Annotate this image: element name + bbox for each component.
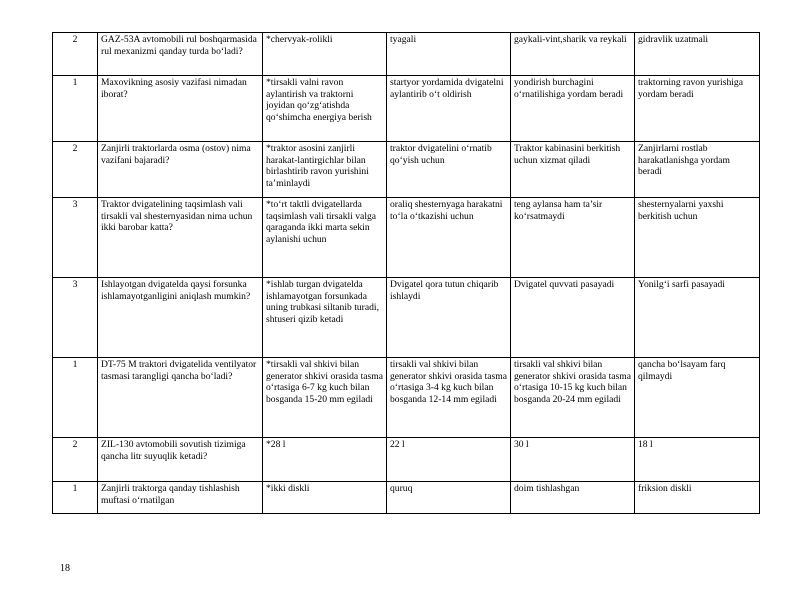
distractor-1: 22 l — [387, 438, 511, 482]
table-row — [53, 482, 760, 514]
question-text: Traktor dvigatelining taqsimlash vali tirsakli val shesternyasidan nima uchun ikki barobar katta? — [98, 198, 263, 278]
question-text: Zanjirli traktorga qanday tishlashish muftasi o‘rnatilgan — [98, 482, 263, 514]
correct-answer: *28 l — [263, 438, 387, 482]
distractor-1: startyor yordamida dvigatelni aylantirib o‘t oldirish — [387, 76, 511, 142]
difficulty-level: 2 — [53, 33, 98, 76]
distractor-2: Dvigatel quvvati pasayadi — [511, 278, 635, 358]
question-text: DT-75 M traktori dvigatelida ventilyator tasmasi tarangligi qancha bo‘ladi? — [98, 358, 263, 438]
question-text: Maxovikning asosiy vazifasi nimadan iborat? — [98, 76, 263, 142]
distractor-1: tyagali — [387, 33, 511, 76]
correct-answer: *traktor asosini zanjirli harakat-lantirgichlar bilan birlashtirib ravon yurishini ta’minlaydi — [263, 142, 387, 198]
difficulty-level: 3 — [53, 278, 98, 358]
question-text: Zanjirli traktorlarda osma (ostov) nima vazifani bajaradi? — [98, 142, 263, 198]
correct-answer: *tirsakli val shkivi bilan generator shkivi orasida tasma o‘rtasiga 6-7 kg kuch bilan bosganda 15-20 mm egiladi — [263, 358, 387, 438]
question-text: GAZ-53A avtomobili rul boshqarmasida rul mexanizmi qanday turda bo‘ladi? — [98, 33, 263, 76]
distractor-1: quruq — [387, 482, 511, 514]
table-row — [53, 438, 760, 482]
distractor-2: 30 l — [511, 438, 635, 482]
difficulty-level: 1 — [53, 358, 98, 438]
distractor-2: gaykali-vint,sharik va reykali — [511, 33, 635, 76]
distractor-3: Yonilg‘i sarfi pasayadi — [635, 278, 760, 358]
correct-answer: *ishlab turgan dvigatelda ishlamayotgan forsunkada uning trubkasi siltanib turadi, shtuseri qizib ketadi — [263, 278, 387, 358]
distractor-3: Zanjirlarni rostlab harakatlanishga yordam beradi — [635, 142, 760, 198]
table-row — [53, 76, 760, 142]
distractor-3: gidravlik uzatmali — [635, 33, 760, 76]
table-row — [53, 358, 760, 438]
distractor-3: friksion diskli — [635, 482, 760, 514]
difficulty-level: 2 — [53, 142, 98, 198]
correct-answer: *tirsakli valni ravon aylantirish va traktorni joyidan qo‘zg‘atishda qo‘shimcha energiya berish — [263, 76, 387, 142]
difficulty-level: 3 — [53, 198, 98, 278]
correct-answer: *to‘rt taktli dvigatellarda taqsimlash vali tirsakli valga qaraganda ikki marta sekin aylanishi uchun — [263, 198, 387, 278]
questions-table — [52, 32, 760, 514]
table-row — [53, 142, 760, 198]
difficulty-level: 1 — [53, 482, 98, 514]
question-text: ZIL-130 avtomobili sovutish tizimiga qancha litr suyuqlik ketadi? — [98, 438, 263, 482]
distractor-2: doim tishlashgan — [511, 482, 635, 514]
distractor-2: tirsakli val shkivi bilan generator shkivi orasida tasma o‘rtasiga 10-15 kg kuch bilan bosganda 20-24 mm egiladi — [511, 358, 635, 438]
distractor-3: shesternyalarni yaxshi berkitish uchun — [635, 198, 760, 278]
table-row — [53, 278, 760, 358]
distractor-2: Traktor kabinasini berkitish uchun xizmat qiladi — [511, 142, 635, 198]
correct-answer: *ikki diskli — [263, 482, 387, 514]
correct-answer: *chervyak-rolikli — [263, 33, 387, 76]
distractor-1: Dvigatel qora tutun chiqarib ishlaydi — [387, 278, 511, 358]
distractor-2: yondirish burchagini o‘rnatilishiga yordam beradi — [511, 76, 635, 142]
distractor-1: oraliq shesternyaga harakatni to‘la o‘tkazishi uchun — [387, 198, 511, 278]
difficulty-level: 1 — [53, 76, 98, 142]
distractor-3: qancha bo‘lsayam farq qilmaydi — [635, 358, 760, 438]
distractor-3: 18 l — [635, 438, 760, 482]
distractor-1: tirsakli val shkivi bilan generator shkivi orasida tasma o‘rtasiga 3-4 kg kuch bilan bosganda 12-14 mm egiladi — [387, 358, 511, 438]
table-row — [53, 198, 760, 278]
difficulty-level: 2 — [53, 438, 98, 482]
distractor-3: traktorning ravon yurishiga yordam beradi — [635, 76, 760, 142]
page-number: 18 — [60, 563, 70, 574]
question-text: Ishlayotgan dvigatelda qaysi forsunka ishlamayotganligini aniqlash mumkin? — [98, 278, 263, 358]
distractor-2: teng aylansa ham ta’sir ko‘rsatmaydi — [511, 198, 635, 278]
distractor-1: traktor dvigatelini o‘rnatib qo‘yish uchun — [387, 142, 511, 198]
table-row — [53, 33, 760, 76]
